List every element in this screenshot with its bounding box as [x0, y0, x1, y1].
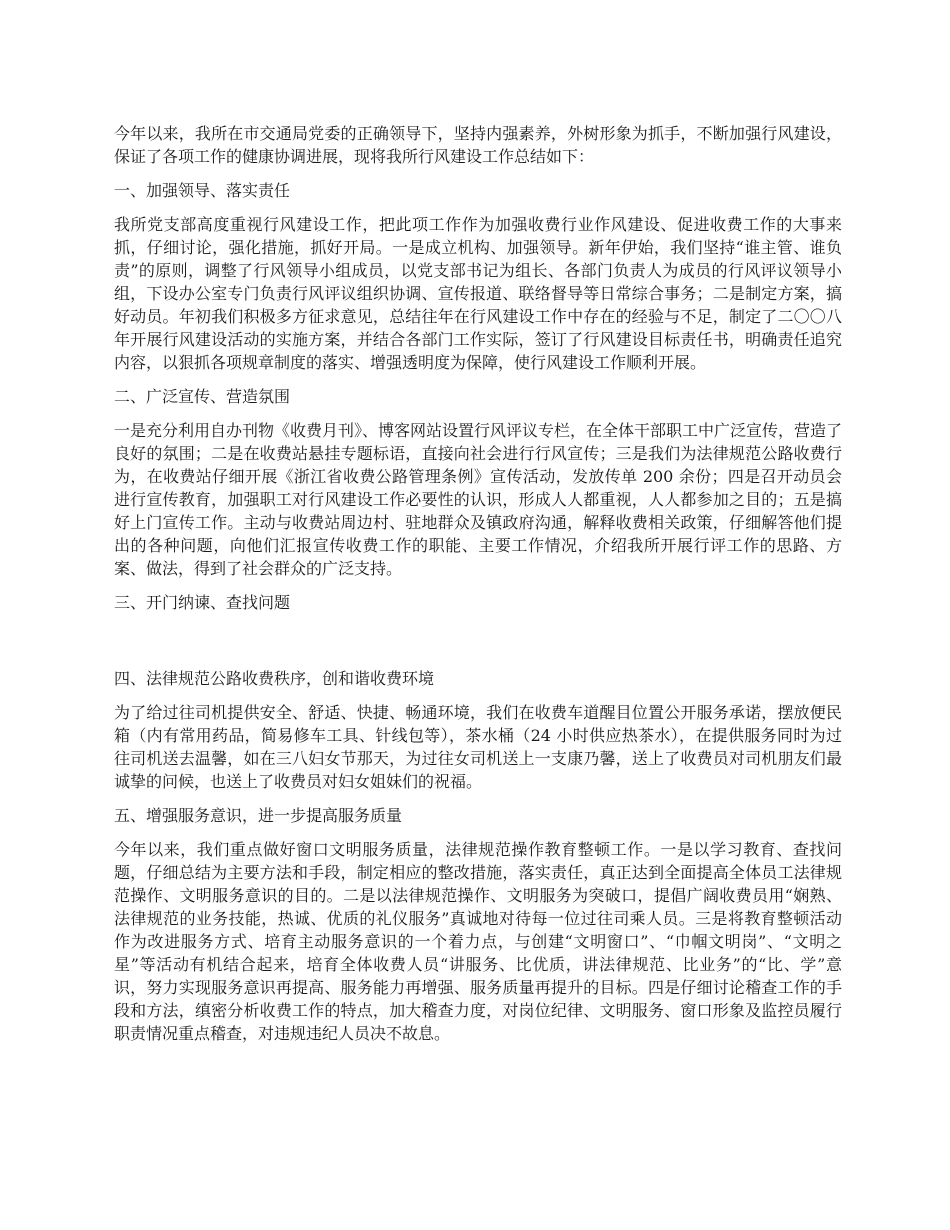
section-body-1: 我所党支部高度重视行风建设工作，把此项工作作为加强收费行业作风建设、促进收费工作的大事来抓，仔细讨论，强化措施，抓好开局。一是成立机构、加强领导。新年伊始，我们坚持“谁主管、谁负责”的原则，调整了行风领导小组成员，以党支部书记为组长、各部门负责人为成员的行风评议领导小组，下设办公室专门负责行风评议组织协调、宣传报道、联络督导等日常综合事务；二是制定方案，搞好动员。年初我们积极多方征求意见，总结往年在行风建设工作中存在的经验与不足，制定了二〇〇八年开展行风建设活动的实施方案，并结合各部门工作实际，签订了行风建设目标责任书，明确责任追究内容，以狠抓各项规章制度的落实、增强透明度为保障，使行风建设工作顺利开展。 — [114, 215, 842, 372]
section-heading-5: 五、增强服务意识，进一步提高服务质量 — [114, 806, 403, 825]
section-heading-3: 三、开门纳谏、查找问题 — [114, 593, 291, 612]
intro-paragraph: 今年以来，我所在市交通局党委的正确领导下，坚持内强素养，外树形象为抓手，不断加强行风建设，保证了各项工作的健康协调进展，现将我所行风建设工作总结如下： — [114, 124, 842, 166]
section-heading-1: 一、加强领导、落实责任 — [114, 181, 291, 200]
section-heading-2: 二、广泛宣传、营造氛围 — [114, 387, 291, 406]
section-body-4: 为了给过往司机提供安全、舒适、快捷、畅通环境，我们在收费车道醒目位置公开服务承诺，摆放便民箱（内有常用药品，简易修车工具、针线包等），茶水桶（24 小时供应热茶水），在提供服务同时为过往司机送去温馨，如在三八妇女节那天，为过往女司机送上一支康乃馨，送上了收费员对司机朋友们最诚挚的问候，也送上了收费员对妇女姐妹们的祝福。 — [114, 703, 842, 791]
section-heading-4: 四、法律规范公路收费秩序，创和谐收费环境 — [114, 669, 435, 688]
section-body-5: 今年以来，我们重点做好窗口文明服务质量，法律规范操作教育整顿工作。一是以学习教育、查找问题，仔细总结为主要方法和手段，制定相应的整改措施，落实责任，真正达到全面提高全体员工法律规范操作、文明服务意识的目的。二是以法律规范操作、文明服务为突破口，提倡广阔收费员用“娴熟、法律规范的业务技能，热诚、优质的礼仪服务”真诚地对待每一位过往司乘人员。三是将教育整顿活动作为改进服务方式、培育主动服务意识的一个着力点，与创建“文明窗口”、“巾帼文明岗”、“文明之星”等活动有机结合起来，培育全体收费人员“讲服务、比优质，讲法律规范、比业务”的“比、学”意识，努力实现服务意识再提高、服务能力再增强、服务质量再提升的目标。四是仔细讨论稽查工作的手段和方法，缜密分析收费工作的特点，加大稽查力度，对岗位纪律、文明服务、窗口形象及监控员履行职责情况重点稽查，对违规违纪人员决不故息。 — [114, 840, 842, 1043]
section-body-3-empty — [114, 625, 842, 667]
document-body — [114, 122, 842, 1056]
section-body-2: 一是充分利用自办刊物《收费月刊》、博客网站设置行风评议专栏，在全体干部职工中广泛宣传，营造了良好的氛围；二是在收费站悬挂专题标语，直接向社会进行行风宣传；三是我们为法律规范公路收费行为，在收费站仔细开展《浙江省收费公路管理条例》宣传活动，发放传单 200 余份；四是召开动员会进行宣传教育，加强职工对行风建设工作必要性的认识，形成人人都重视，人人都参加之目的；五是搞好上门宣传工作。主动与收费站周边村、驻地群众及镇政府沟通，解释收费相关政策，仔细解答他们提出的各种问题，向他们汇报宣传收费工作的职能、主要工作情况，介绍我所开展行评工作的思路、方案、做法，得到了社会群众的广泛支持。 — [114, 421, 843, 578]
